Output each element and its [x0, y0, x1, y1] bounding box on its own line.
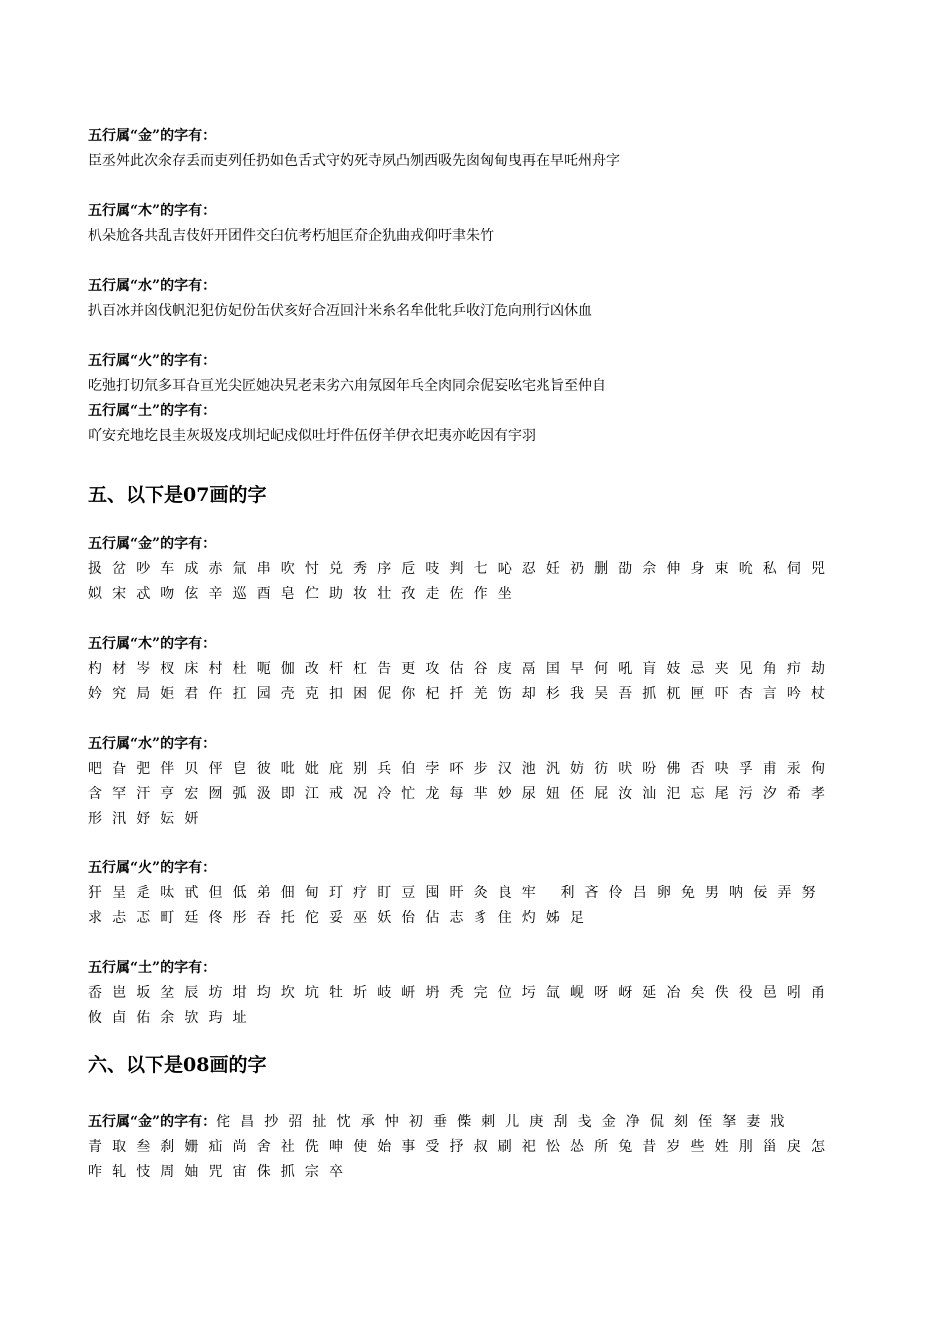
s5-tu-line-1: 岙岜坂坌辰坊坩均坎坑牡圻岐岍坍秃完位圬氙岘呀岈延冶矣佚役邑吲甬	[88, 985, 836, 1001]
wuxing-tu-label: 五行属“土”的字有：	[88, 403, 217, 419]
s5-mu-line-2: 妗究局姖君仵扛园壳克扣困伲你杞扦羌饬却杉我吴吾抓杌匣吓杏言吟杖	[88, 686, 836, 702]
s6-jin-label: 五行属“金”的字有：	[88, 1114, 217, 1130]
wuxing-shui-label: 五行属“水”的字有：	[88, 278, 217, 294]
wuxing-huo-label: 五行属“火”的字有：	[88, 353, 217, 369]
s5-huo-line-2: 求忐忑町廷佟彤吞托佗妥巫妖佁佔志豸住灼姊足	[88, 910, 595, 926]
s6-jin-line-1-chars: 侘昌抄弨扯忱承忡初垂偨刺儿庚刮戋金净侃刻侄拏妻戕	[216, 1114, 795, 1130]
s5-tu-label: 五行属“土”的字有：	[88, 960, 217, 976]
wuxing-tu-chars: 吖安充地圪艮圭灰圾岌戌圳圮屺戍似吐圩件伍伢羊伊衣圯夷亦屹因有宇羽	[88, 428, 536, 444]
wuxing-huo-chars: 吃弛打切氘多耳旮亘光尖匠她决旯老耒劣六甪氖囡年乓全肉同佘伲妄吆宅兆旨至仲自	[88, 378, 606, 394]
s6-jin-line-2: 青取叁刹姗疝尚舍社侁呻使始事受抒叔刷祀忪怂所兔昔岁些姓刖甾戾怎	[88, 1139, 836, 1155]
s6-jin-line-3: 咋轧忮周妯咒宙侏抓宗卒	[88, 1164, 354, 1180]
s5-shui-line-3: 形汛妤妘妍	[88, 811, 209, 827]
s5-tu-line-2: 攸卣佑余欤玙址	[88, 1010, 257, 1026]
wuxing-shui-chars: 扒百冰并囟伐帆氾犯仿妃份缶伏亥好合冱回汁米糸名牟仳牝乒收汀危向刑行凶休血	[88, 303, 592, 319]
wuxing-jin-chars: 臣丞舛此次氽存丢而吏列任扔如色舌式守妁死寺夙凸刎西吸先囱匈甸曳再在早吒州舟字	[88, 153, 620, 169]
s5-shui-line-2: 含罕汗亨宏囫弧汲即江戒况冷忙龙每芈妙尿妞伾屁汝汕汜忘尾污汐希孝	[88, 786, 836, 802]
s5-jin-label: 五行属“金”的字有：	[88, 536, 217, 552]
wuxing-mu-label: 五行属“木”的字有：	[88, 203, 217, 219]
s5-mu-label: 五行属“木”的字有：	[88, 636, 217, 652]
wuxing-jin-label: 五行属“金”的字有：	[88, 128, 217, 144]
s5-shui-line-1: 吧旮弝伴贝伻皀彼吡妣庇别兵伯孛吥步汉池汎妨彷吠吩佛否吷孚甫汞佝	[88, 761, 836, 777]
s5-huo-label: 五行属“火”的字有：	[88, 860, 217, 876]
s5-jin-line-2: 姒宋忒吻伭辛巡酉皂伫助妆壮孜走佐作坐	[88, 586, 522, 602]
s5-huo-line-1: 犴呈辵呔甙但低弟佃甸玎疗盯豆囤旰灸良牢 利吝伶吕卵免男呐佞弄努	[88, 885, 826, 901]
section-heading-08: 六、以下是08画的字	[88, 1054, 267, 1076]
wuxing-mu-chars: 朳朵尬各共乱吉伎奸开团件交臼伉考朽旭匡夼企犰曲戎仰吁聿朱竹	[88, 228, 494, 244]
section-heading-07: 五、以下是07画的字	[88, 484, 267, 506]
s5-jin-line-1: 扱岔吵车成赤氚串吹忖兑秀序卮吱判七吣忍妊礽删劭佘伸身束吮私伺兕	[88, 561, 836, 577]
s5-shui-label: 五行属“水”的字有：	[88, 736, 217, 752]
s5-mu-line-1: 杓材岑杈床村杜呃伽改杆杠告更攻估谷庋鬲囯早何吼肓妓忌夹见角疖劫	[88, 661, 836, 677]
s6-jin-line-1	[88, 1113, 795, 1131]
